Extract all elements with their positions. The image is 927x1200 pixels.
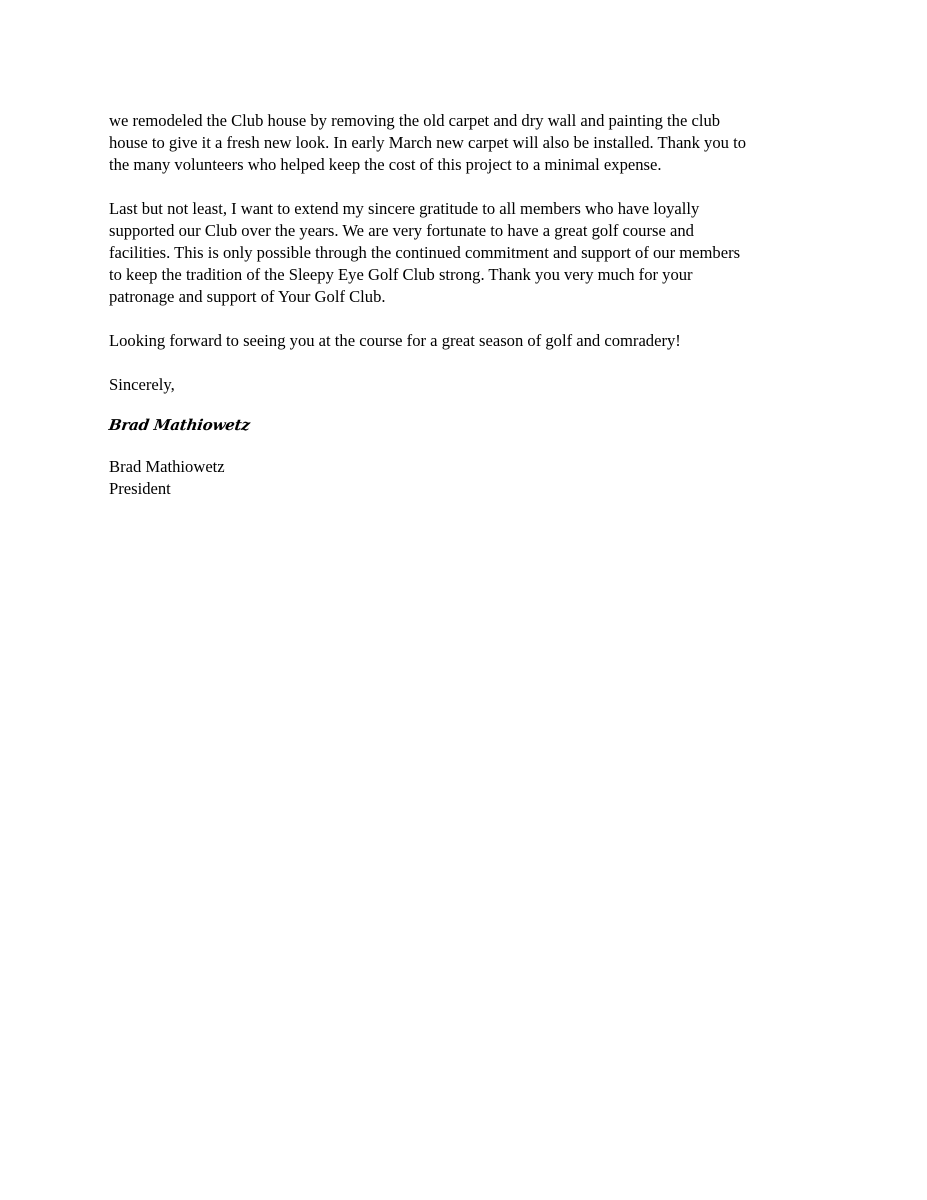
letter-body [109, 110, 821, 500]
paragraph-looking-forward: Looking forward to seeing you at the course for a great season of golf and comradery! [109, 331, 681, 350]
paragraph-gratitude: Last but not least, I want to extend my sincere gratitude to all members who have loyally supported our Club over the years. We are very fortunate to have a great golf course and facilities. This is only possible through the continued commitment and support of our members to keep the tradition of the Sleepy Eye Golf Club strong. Thank you very much for your patronage and support of Your Golf Club. [109, 199, 741, 306]
signer-name: Brad Mathiowetz [109, 457, 225, 476]
paragraph-remodel: we remodeled the Club house by removing the old carpet and dry wall and painting the club house to give it a fresh new look. In early March new carpet will also be installed. Thank you to the many volunteers who helped keep the cost of this project to a minimal expense. [109, 111, 746, 174]
signature: Brad Mathiowetz [107, 416, 252, 434]
signer-title: President [109, 479, 171, 498]
signature-block [109, 456, 821, 500]
closing-salutation: Sincerely, [109, 375, 175, 394]
